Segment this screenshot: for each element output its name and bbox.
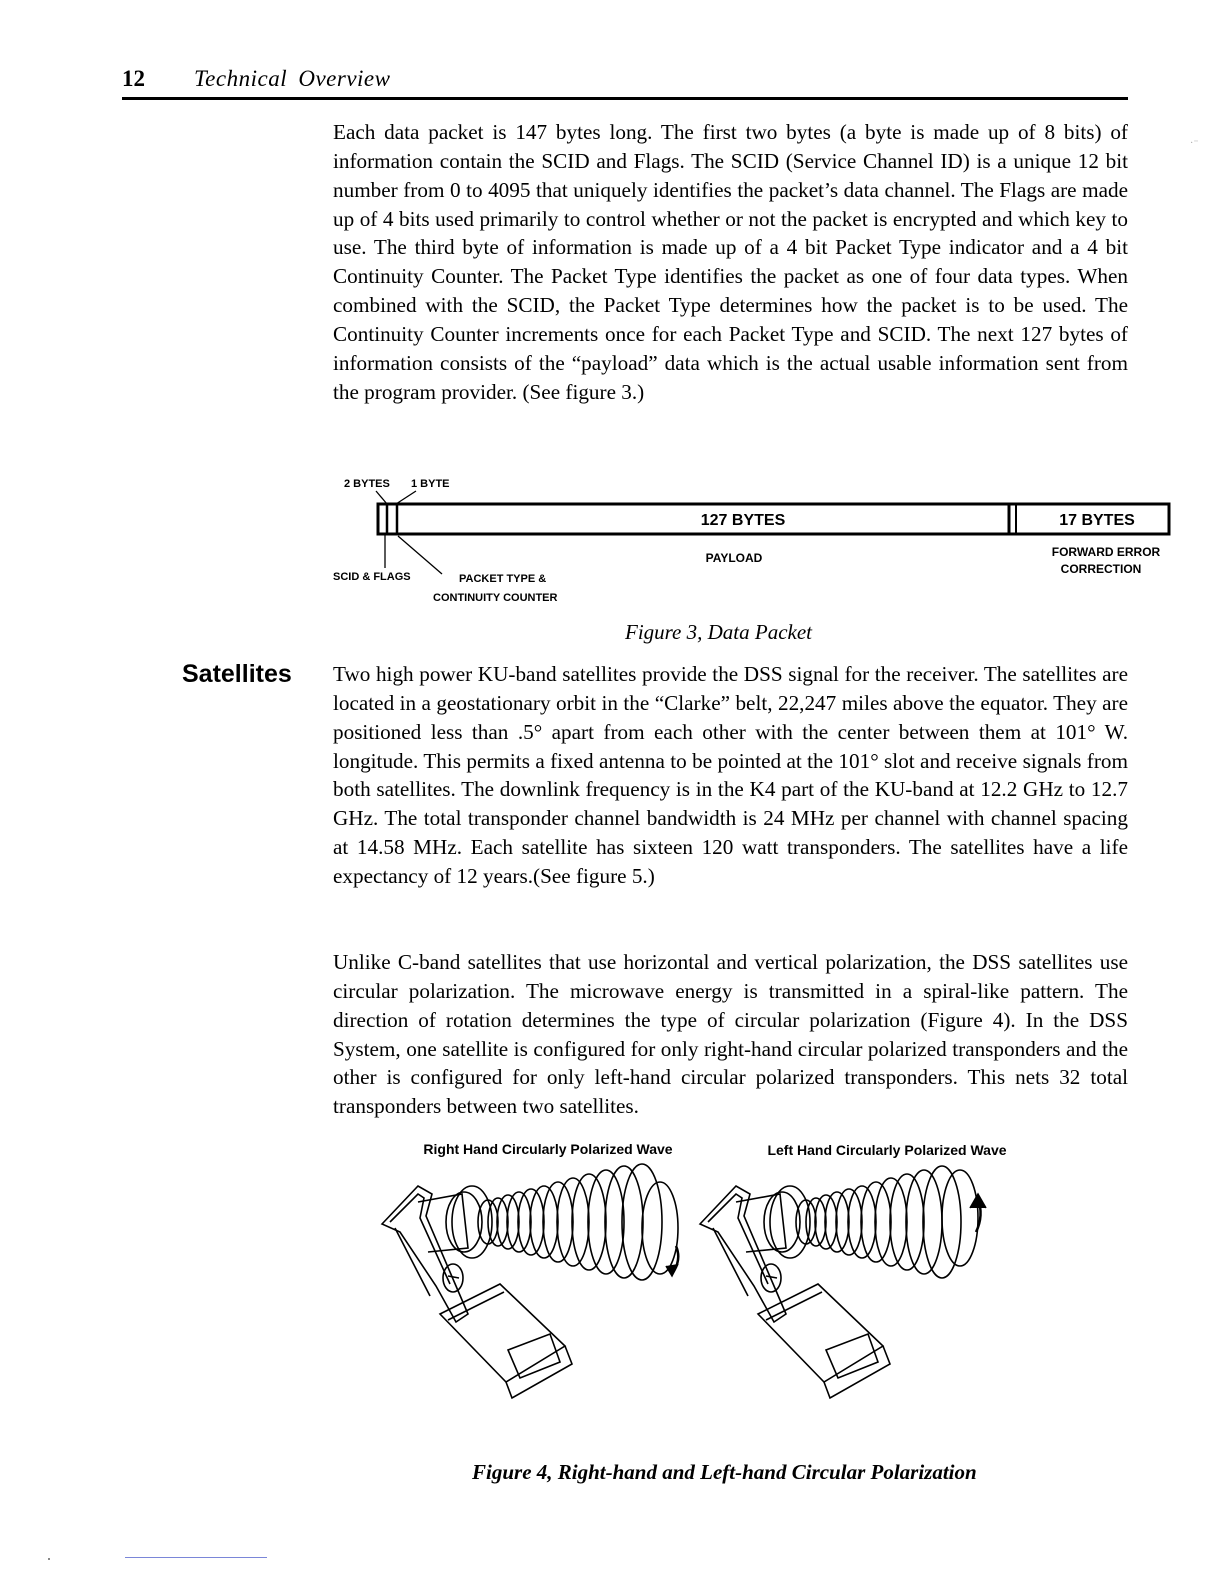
label-payload: PAYLOAD	[705, 551, 763, 565]
page-number: 12	[122, 66, 145, 91]
scan-dot	[48, 1558, 50, 1560]
page-header	[122, 66, 1128, 98]
paragraph-data-packet: Each data packet is 147 bytes long. The first two bytes (a byte is made up of 8 bits) of information contain the SCID and Flags. The SCID (Service Channel ID) is a unique 12 bit number from 0 to 4095 that uniquely identifies the packet’s data channel. The Flags are made up of 4 bits used primarily to control whether or not the packet is encrypted and which key to use. The third byte of information is made up of a 4 bit Packet Type indicator and a 4 bit Continuity Counter. The Packet Type identifies the packet as one of four data types. When combined with the SCID, the Packet Type determines how the packet is to be used. The Continuity Counter increments once for each Packet Type and SCID. The next 127 bytes of information consists of the “payload” data which is the actual usable information sent from the program provider. (See figure 3.)	[333, 120, 1128, 404]
label-packet-type: PACKET TYPE &	[459, 573, 547, 585]
label-fec-line1: FORWARD ERROR	[1051, 545, 1161, 559]
right-hand-feed-illustration	[382, 1164, 678, 1398]
label-continuity-counter: CONTINUITY COUNTER	[433, 592, 558, 604]
pointer-packet-type	[398, 536, 442, 574]
left-hand-feed-illustration	[700, 1166, 986, 1398]
figure-4-caption: Figure 4, Right-hand and Left-hand Circular Polarization	[472, 1460, 977, 1484]
label-scid-flags: SCID & FLAGS	[333, 571, 411, 583]
footnote-rule	[125, 1557, 267, 1558]
label-1-byte: 1 BYTE	[411, 478, 450, 490]
data-packet-diagram	[330, 470, 1180, 610]
label-fec-line2: CORRECTION	[1060, 562, 1142, 576]
pointer-2-bytes	[376, 491, 387, 504]
label-2-bytes: 2 BYTES	[344, 478, 390, 490]
label-127-bytes: 127 BYTES	[700, 512, 786, 529]
scan-speck: ·⁻	[1190, 138, 1199, 149]
paragraph-satellites: Two high power KU-band satellites provide the DSS signal for the receiver. The satellites are located in a geostationary orbit in the “Clarke” belt, 22,247 miles above the equator. They are positioned less than .5° apart from each other with the center between them at 101° W. longitude. This permits a fixed antenna to be pointed at the 101° slot and receive signals from both satellites. The downlink frequency is in the K4 part of the KU-band at 12.2 GHz to 12.7 GHz. The total transponder channel bandwidth is 24 MHz per channel with channel spacing at 14.58 MHz. Each satellite has sixteen 120 watt transponders. The satellites have a life expectancy of 12 years.(See figure 5.)	[333, 662, 1128, 888]
label-left-hand-wave: Left Hand Circularly Polarized Wave	[767, 1142, 1007, 1158]
section-heading-satellites: Satellites	[182, 660, 292, 688]
polarization-figure	[360, 1136, 1060, 1436]
pointer-1-byte	[396, 491, 416, 504]
label-right-hand-wave: Right Hand Circularly Polarized Wave	[423, 1141, 673, 1157]
header-rule	[122, 97, 1128, 100]
paragraph-polarization: Unlike C-band satellites that use horizontal and vertical polarization, the DSS satellites use circular polarization. The microwave energy is transmitted in a spiral-like pattern. The direction of rotation determines the type of circular polarization (Figure 4). In the DSS System, one satellite is configured for only right-hand circular polarized transponders and the other is configured for only left-hand circular polarized transponders. This nets 32 total transponders between two satellites.	[333, 950, 1128, 1119]
figure-3-caption: Figure 3, Data Packet	[625, 620, 813, 644]
label-17-bytes: 17 BYTES	[1059, 512, 1135, 529]
running-title: Technical Overview	[194, 66, 391, 91]
